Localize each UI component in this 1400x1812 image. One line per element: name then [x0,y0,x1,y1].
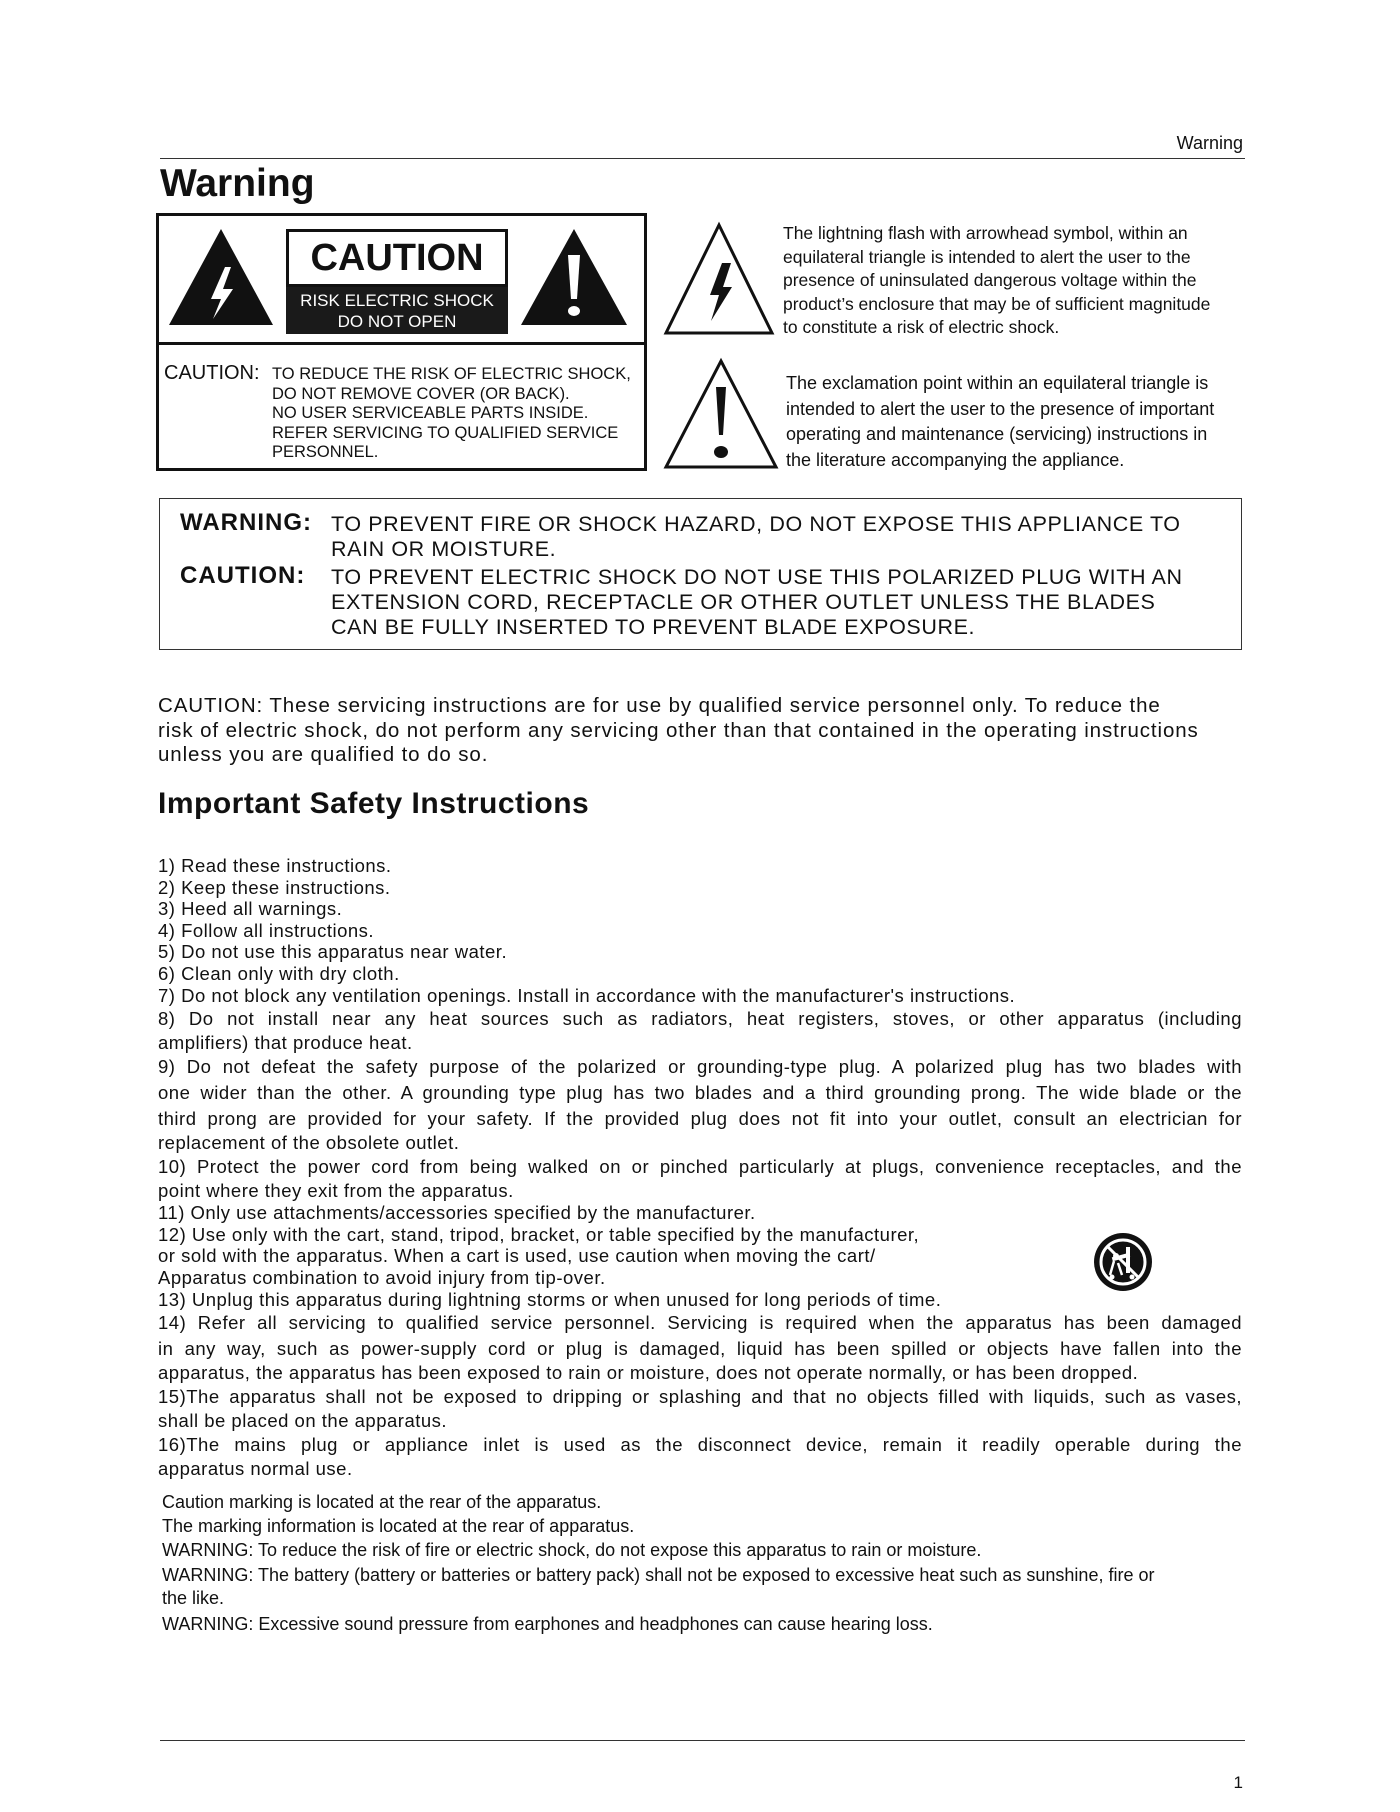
caution-line: NO USER SERVICEABLE PARTS INSIDE. [272,404,589,422]
instruction-line: apparatus, the apparatus has been exposed to rain or moisture, does not operate normally, or has been dropped. [158,1362,1139,1384]
exclamation-symbol-description [786,371,1214,473]
header-section-label: Warning [1176,133,1243,153]
instruction-line: amplifiers) that produce heat. [158,1032,413,1054]
lightning-symbol-description [783,222,1210,340]
instruction-line: one wider than the other. A grounding type plug has two blades and a third grounding prong. The wide blade or the [158,1082,1242,1104]
lightning-line: presence of uninsulated dangerous voltage within the [783,270,1197,290]
instruction-line: 3) Heed all warnings. [158,898,343,920]
instruction-line: 1) Read these instructions. [158,855,392,876]
caution-line: TO REDUCE THE RISK OF ELECTRIC SHOCK, [272,365,631,383]
instruction-line: 5) Do not use this apparatus near water. [158,941,508,963]
caution-plate-line2: DO NOT OPEN [337,312,457,331]
caution-plate-line1: RISK ELECTRIC SHOCK [300,291,494,310]
instruction-line: shall be placed on the apparatus. [158,1410,448,1432]
caution-line: PERSONNEL. [272,443,379,461]
instruction-line: 2) Keep these instructions. [158,876,391,898]
caution-notice-line: EXTENSION CORD, RECEPTACLE OR OTHER OUTLET UNLESS THE BLADES [331,590,1156,614]
instruction-line: replacement of the obsolete outlet. [158,1132,460,1154]
marking-notes [162,1491,1242,1636]
footer-rule [160,1740,1245,1741]
caution-line: DO NOT REMOVE COVER (OR BACK). [272,384,570,403]
exclamation-triangle-icon [662,357,780,471]
exclamation-line: operating and maintenance (servicing) instructions in [786,424,1208,444]
safety-instructions-heading: Important Safety Instructions [158,787,590,820]
caution-label-box [156,213,647,471]
caution-notice-line: TO PREVENT ELECTRIC SHOCK DO NOT USE THIS POLARIZED PLUG WITH AN [331,565,1183,589]
instruction-line: or sold with the apparatus. When a cart is used, use caution when moving the cart/ [158,1245,876,1267]
note-line: WARNING: Excessive sound pressure from earphones and headphones can cause hearing loss. [162,1613,933,1634]
caution-line: REFER SERVICING TO QUALIFIED SERVICE [272,423,619,442]
instruction-line: 15)The apparatus shall not be exposed to dripping or splashing and that no objects filled with liquids, such as vases, [158,1386,1242,1408]
caution-prefix: CAUTION: [164,362,260,384]
caution-text-block [272,365,631,463]
exclamation-line: The exclamation point within an equilateral triangle is [786,373,1209,393]
note-line: The marking information is located at the rear of apparatus. [162,1515,635,1536]
electric-shock-warning-icon [167,227,275,327]
instruction-line: 16)The mains plug or appliance inlet is used as the disconnect device, remain it readily operable during the [158,1434,1242,1456]
servicing-caution-paragraph [158,694,1242,768]
caution-label: CAUTION: [180,562,306,589]
servicing-line: risk of electric shock, do not perform any servicing other than that contained in the operating instructions [158,718,1199,742]
page-title: Warning [160,162,315,205]
instruction-line: 13) Unplug this apparatus during lightning storms or when unused for long periods of time. [158,1288,942,1310]
lightning-line: The lightning flash with arrowhead symbol, within an [783,223,1188,243]
warning-text [331,512,1181,562]
safety-instructions-list [158,855,1242,1480]
cart-tip-over-warning-icon [1092,1231,1154,1293]
warning-label: WARNING: [180,509,312,536]
header-rule [160,158,1245,159]
servicing-line: unless you are qualified to do so. [158,743,489,766]
instruction-line: third prong are provided for your safety. If the provided plug does not fit into your outlet, consult an electrician for [158,1108,1242,1130]
instruction-line: point where they exit from the apparatus. [158,1180,514,1202]
exclamation-line: intended to alert the user to the presence of important [786,398,1215,419]
note-line: WARNING: The battery (battery or batteries or battery pack) shall not be exposed to excessive heat such as sunshine, fire or [162,1564,1155,1585]
instruction-line: 10) Protect the power cord from being walked on or pinched particularly at plugs, convenience receptacles, and the [158,1156,1242,1178]
servicing-line: CAUTION: These servicing instructions are for use by qualified service personnel only. To reduce the [158,694,1161,717]
note-line: the like. [162,1588,225,1608]
note-line: WARNING: To reduce the risk of fire or electric shock, do not expose this apparatus to rain or moisture. [162,1540,982,1560]
lightning-line: product’s enclosure that may be of sufficient magnitude [783,293,1211,314]
instruction-line: 8) Do not install near any heat sources such as radiators, heat registers, stoves, or other apparatus (including [158,1008,1242,1030]
warning-line: TO PREVENT FIRE OR SHOCK HAZARD, DO NOT EXPOSE THIS APPLIANCE TO [331,512,1181,536]
lightning-line: equilateral triangle is intended to alert the user to the [783,246,1191,267]
instruction-line: 14) Refer all servicing to qualified service personnel. Servicing is required when the apparatus has been damaged [158,1312,1242,1334]
instruction-line: 6) Clean only with dry cloth. [158,962,400,984]
instruction-line: 11) Only use attachments/accessories specified by the manufacturer. [158,1202,756,1224]
warning-notice-box [159,498,1242,650]
lightning-triangle-icon [662,221,776,337]
instruction-line: apparatus normal use. [158,1458,353,1480]
note-line: Caution marking is located at the rear of the apparatus. [162,1492,602,1512]
caution-plate-subtitle [286,287,508,334]
exclamation-line: the literature accompanying the appliance. [786,449,1125,470]
instruction-line: 4) Follow all instructions. [158,919,375,941]
lightning-line: to constitute a risk of electric shock. [783,317,1060,337]
caution-plate-title: CAUTION [286,229,508,287]
caution-notice-line: CAN BE FULLY INSERTED TO PREVENT BLADE EXPOSURE. [331,615,976,639]
instruction-line: Apparatus combination to avoid injury from tip-over. [158,1266,606,1288]
instruction-line: 9) Do not defeat the safety purpose of the polarized or grounding-type plug. A polarized plug has two blades with [158,1056,1242,1078]
warning-line: RAIN OR MOISTURE. [331,537,557,561]
instruction-line: 12) Use only with the cart, stand, tripod, bracket, or table specified by the manufacturer, [158,1223,920,1245]
instruction-line: in any way, such as power-supply cord or plug is damaged, liquid has been spilled or objects have fallen into the [158,1338,1242,1360]
page-number: 1 [1233,1773,1243,1792]
instruction-line: 7) Do not block any ventilation openings. Install in accordance with the manufacturer's instructions. [158,984,1016,1006]
caution-plate [286,229,508,334]
caution-text [331,565,1183,640]
caution-box-divider [159,342,644,345]
exclamation-warning-icon [519,227,629,327]
